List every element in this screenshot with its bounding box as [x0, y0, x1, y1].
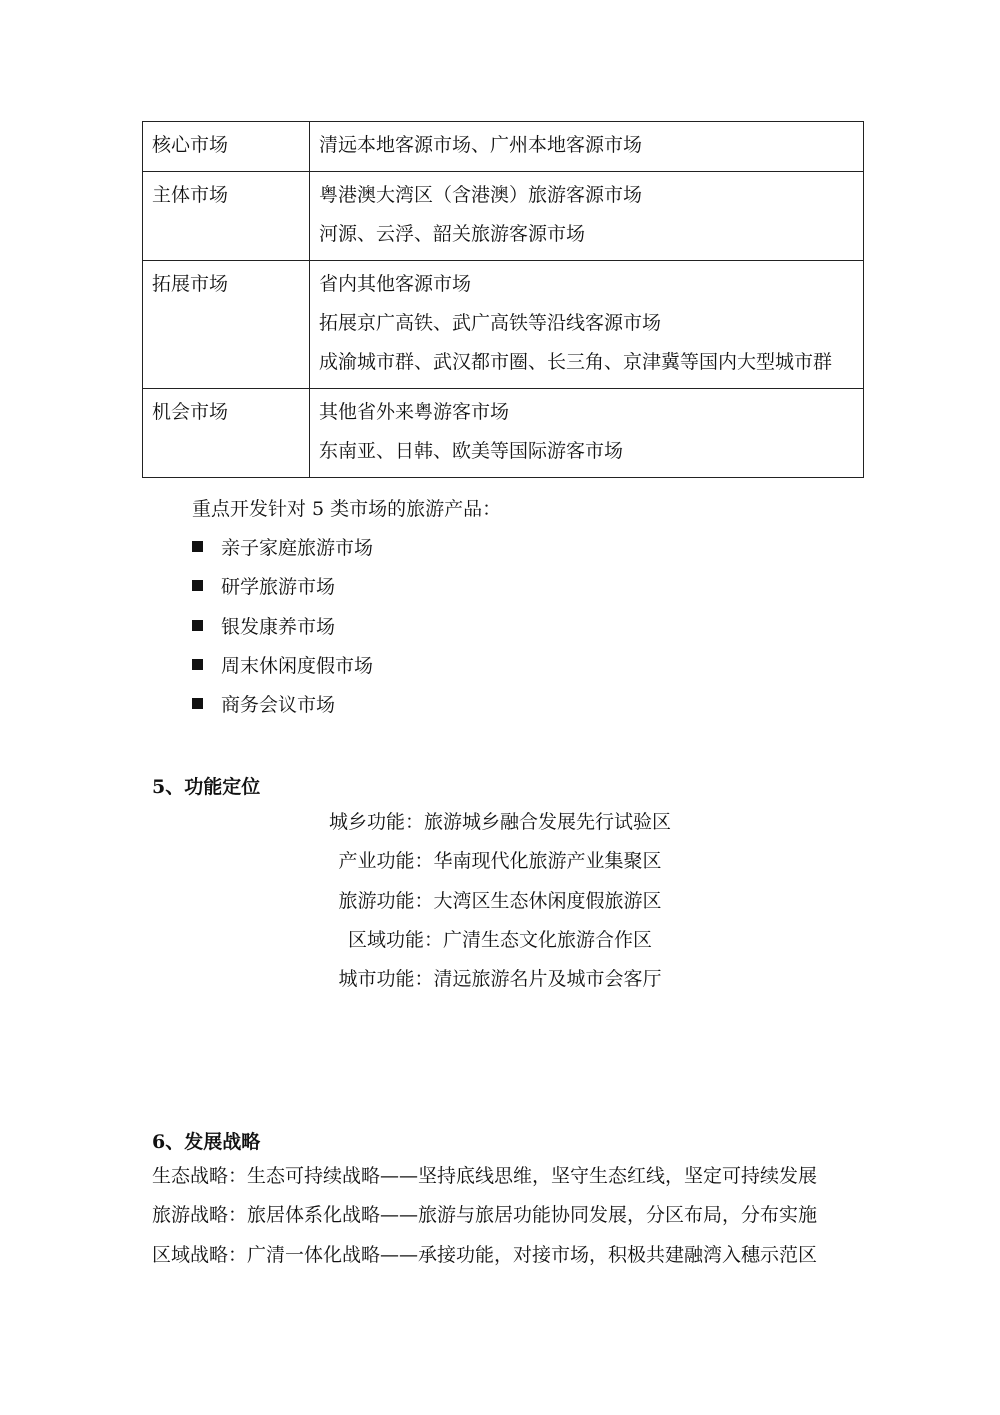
row-content: [310, 172, 864, 261]
row-line: 成渝城市群、武汉都市圈、长三角、京津冀等国内大型城市群: [319, 351, 833, 373]
list-item: [192, 566, 373, 605]
list-item: [192, 645, 373, 684]
row-line: 省内其他客源市场: [319, 273, 472, 295]
row-content: [310, 122, 864, 172]
row-line: 拓展京广高铁、武广高铁等沿线客源市场: [319, 312, 662, 334]
table-row: [143, 122, 864, 172]
strategy-item: 区域战略：广清一体化战略——承接功能，对接市场，积极共建融湾入穗示范区: [152, 1243, 818, 1266]
table-row: [143, 172, 864, 261]
row-content: [310, 261, 864, 389]
list-item-text: 商务会议市场: [221, 694, 336, 717]
function-item: 产业功能：华南现代化旅游产业集聚区: [338, 850, 662, 873]
function-item: 旅游功能：大湾区生态休闲度假旅游区: [338, 889, 662, 912]
function-list: [0, 803, 1000, 999]
function-item: 城乡功能：旅游城乡融合发展先行试验区: [328, 811, 671, 833]
square-bullet-icon: [192, 659, 203, 670]
row-content: [310, 389, 864, 478]
list-item: [192, 606, 373, 645]
list-item-text: 亲子家庭旅游市场: [221, 537, 374, 560]
row-label: 核心市场: [143, 122, 310, 172]
table-row: [143, 261, 864, 389]
function-item: 区域功能：广清生态文化旅游合作区: [347, 928, 652, 951]
row-label: 拓展市场: [143, 261, 310, 389]
square-bullet-icon: [192, 541, 203, 552]
row-line: 东南亚、日韩、欧美等国际游客市场: [319, 440, 624, 462]
row-label: 机会市场: [143, 389, 310, 478]
products-intro: 重点开发针对 5 类市场的旅游产品：: [192, 498, 502, 520]
strategy-list: [152, 1157, 817, 1275]
function-item: 城市功能：清远旅游名片及城市会客厅: [338, 968, 662, 991]
list-item: [192, 684, 373, 723]
strategy-heading: 6、发展战略: [152, 1131, 261, 1153]
strategy-item: 旅游战略：旅居体系化战略——旅游与旅居功能协同发展，分区布局，分布实施: [152, 1204, 818, 1227]
list-item: [192, 527, 373, 566]
row-line: 其他省外来粤游客市场: [319, 401, 510, 423]
table-row: [143, 389, 864, 478]
row-line: 粤港澳大湾区（含港澳）旅游客源市场: [319, 184, 643, 206]
list-item-text: 周末休闲度假市场: [221, 655, 374, 678]
function-heading: 5、功能定位: [152, 776, 261, 798]
row-line: 河源、云浮、韶关旅游客源市场: [319, 223, 586, 245]
strategy-item: 生态战略：生态可持续战略——坚持底线思维，坚守生态红线，坚定可持续发展: [152, 1165, 818, 1187]
products-list: [192, 527, 373, 723]
square-bullet-icon: [192, 698, 203, 709]
list-item-text: 研学旅游市场: [221, 576, 336, 599]
square-bullet-icon: [192, 580, 203, 591]
market-table: [142, 121, 864, 478]
row-line: 清远本地客源市场、广州本地客源市场: [319, 134, 643, 156]
list-item-text: 银发康养市场: [221, 615, 336, 638]
square-bullet-icon: [192, 620, 203, 631]
row-label: 主体市场: [143, 172, 310, 261]
